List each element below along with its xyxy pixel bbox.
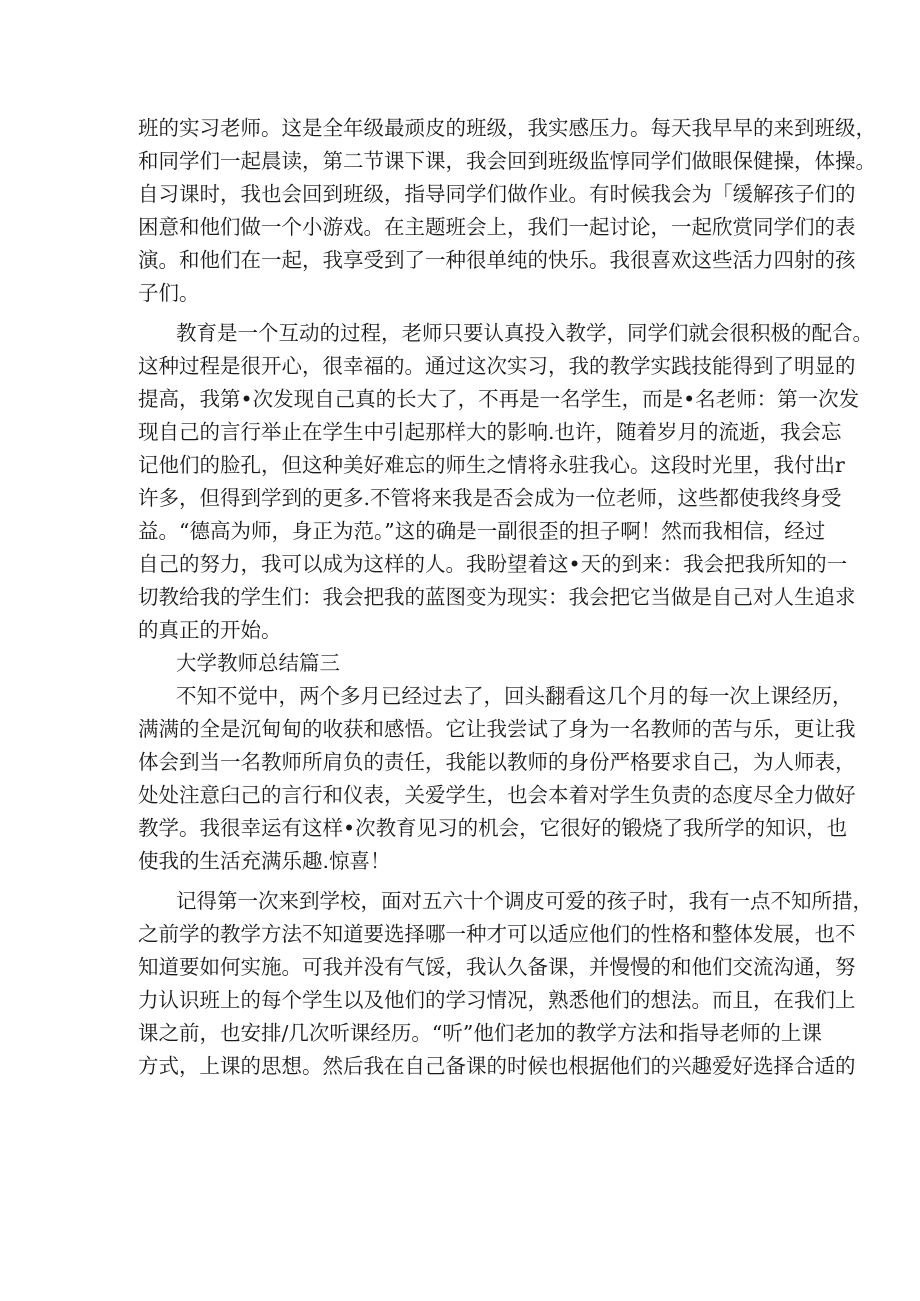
text-line: 益。“德高为师，身正为范。”这的确是一副很歪的担子啊！然而我相信，经过: [138, 519, 826, 543]
text-line: 不知不觉中，两个多月已经过去了，回头翻看这几个月的每一次上课经历，: [176, 684, 853, 708]
text-line: 体会到当一名教师所肩负的责任，我能以教师的身份严格要求自己，为人师表，: [138, 750, 856, 774]
text-line: 课之前，也安排/几次听课经历。“听”他们老加的教学方法和指导老师的上课: [138, 1021, 822, 1045]
text-line: 子们。: [138, 281, 200, 305]
text-line: 力认识班上的每个学生以及他们的学习情况，熟悉他们的想法。而且，在我们上: [138, 988, 856, 1012]
text-line: 教育是一个互动的过程，老师只要认真投入教学，同学们就会很积极的配合。: [176, 321, 873, 345]
paragraph-gap: [0, 878, 920, 885]
text-line: 许多，但得到学到的更多.不管将来我是否会成为一位老师，这些都使我终身受: [138, 486, 842, 510]
text-line: 自己的努力，我可以成为这样的人。我盼望着这•天的到来：我会把我所知的一: [138, 552, 848, 576]
text-line: 班的实习老师。这是全年级最顽皮的班级，我实感压力。每天我早早的来到班级，: [138, 116, 876, 140]
text-line: 之前学的教学方法不知道要选择哪一种才可以适应他们的性格和整体发展，也不: [138, 922, 856, 946]
text-line: 的真正的开始。: [138, 618, 282, 642]
text-line: 提高，我第•次发现自己真的长大了，不再是一名学生，而是•名老师：第一次发: [138, 387, 860, 411]
text-line: 满满的全是沉甸甸的收获和感悟。它让我尝试了身为一名教师的苦与乐，更让我: [138, 717, 856, 741]
section-heading: 大学教师总结篇三: [176, 651, 340, 675]
text-line: 演。和他们在一起，我享受到了一种很单纯的快乐。我很喜欢这些活力四射的孩: [138, 248, 856, 272]
paragraph-gap: [0, 310, 920, 317]
text-line: 使我的生活充满乐趣.惊喜！: [138, 849, 391, 873]
text-line: 现自己的言行举止在学生中引起那样大的影响.也许，随着岁月的流逝，我会忘: [138, 420, 842, 444]
text-line: 方式，上课的思想。然后我在自己备课的时候也根据他们的兴趣爱好选择合适的: [138, 1054, 856, 1078]
text-line: 自习课时，我也会回到班级，指导同学们做作业。有时候我会为「缓解孩子们的: [138, 182, 856, 206]
text-line: 处处注意臼己的言行和仪表，关爱学生，也会本着对学生负责的态度尽全力做好: [138, 783, 856, 807]
text-line: 记得第一次来到学校，面对五六十个调皮可爱的孩子时，我有一点不知所措，: [176, 889, 873, 913]
text-line: 这种过程是很开心，很幸福的。通过这次实习，我的教学实践技能得到了明显的: [138, 354, 856, 378]
text-line: 和同学们一起晨读，第二节课下课，我会回到班级监惇同学们做眼保健操，体操。: [138, 149, 876, 173]
text-line: 记他们的脸孔，但这种美好难忘的师生之情将永驻我心。这段时光里，我付出r: [138, 453, 845, 477]
text-line: 困意和他们做一个小游戏。在主题班会上，我们一起讨论，一起欣赏同学们的表: [138, 215, 856, 239]
text-line: 教学。我很幸运有这样•次教育见习的机会，它很好的锻烧了我所学的知识，也: [138, 816, 848, 840]
text-line: 切教给我的学生们：我会把我的蓝图变为现实：我会把它当做是自己对人生追求: [138, 585, 856, 609]
text-line: 知道要如何实施。可我并没有气馁，我认久备课，并慢慢的和他们交流沟通，努: [138, 955, 856, 979]
